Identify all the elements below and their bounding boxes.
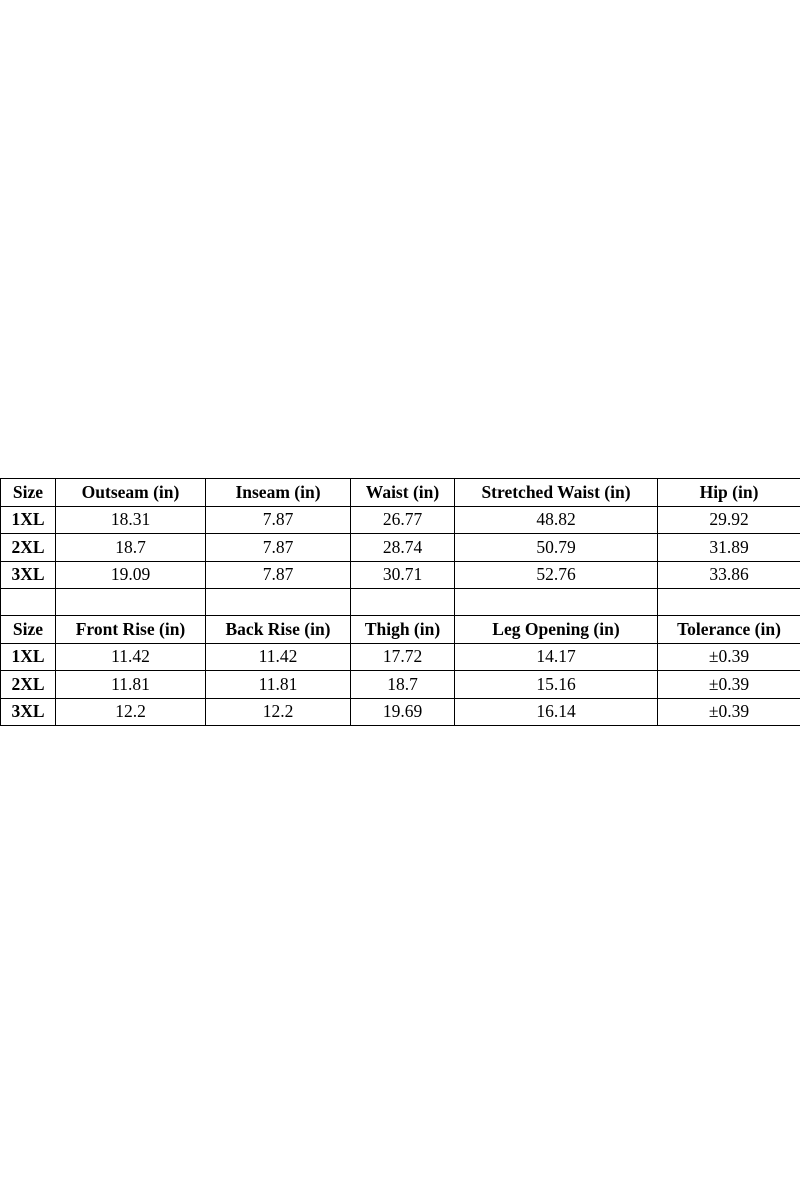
table-cell: 33.86 xyxy=(658,561,800,589)
table-row xyxy=(1,698,800,726)
table-cell: 16.14 xyxy=(455,698,658,726)
size-cell: 1XL xyxy=(1,506,56,534)
table-row xyxy=(1,643,800,671)
table-cell: 7.87 xyxy=(206,506,351,534)
empty-cell xyxy=(206,589,351,616)
size-cell: 3XL xyxy=(1,698,56,726)
table-cell: 31.89 xyxy=(658,534,800,562)
table-cell: 11.42 xyxy=(206,643,351,671)
column-header: Outseam (in) xyxy=(56,479,206,507)
table-cell: 29.92 xyxy=(658,506,800,534)
table-cell: 18.31 xyxy=(56,506,206,534)
table-cell: 50.79 xyxy=(455,534,658,562)
empty-cell xyxy=(351,589,455,616)
empty-cell xyxy=(56,589,206,616)
column-header: Stretched Waist (in) xyxy=(455,479,658,507)
column-header: Leg Opening (in) xyxy=(455,616,658,644)
column-header: Back Rise (in) xyxy=(206,616,351,644)
table-cell: 7.87 xyxy=(206,561,351,589)
table-cell: 19.69 xyxy=(351,698,455,726)
size-cell: 3XL xyxy=(1,561,56,589)
header-row xyxy=(1,616,800,644)
table-cell: 14.17 xyxy=(455,643,658,671)
table-cell: 26.77 xyxy=(351,506,455,534)
column-header: Inseam (in) xyxy=(206,479,351,507)
table-cell: 28.74 xyxy=(351,534,455,562)
table-cell: 15.16 xyxy=(455,671,658,699)
column-header: Thigh (in) xyxy=(351,616,455,644)
header-row xyxy=(1,479,800,507)
table-cell: 30.71 xyxy=(351,561,455,589)
table-cell: 48.82 xyxy=(455,506,658,534)
empty-cell xyxy=(1,589,56,616)
table-cell: 11.42 xyxy=(56,643,206,671)
size-cell: 1XL xyxy=(1,643,56,671)
table-row xyxy=(1,534,800,562)
column-header: Hip (in) xyxy=(658,479,800,507)
table-cell: 7.87 xyxy=(206,534,351,562)
table-cell: 17.72 xyxy=(351,643,455,671)
column-header: Size xyxy=(1,479,56,507)
size-cell: 2XL xyxy=(1,671,56,699)
column-header: Waist (in) xyxy=(351,479,455,507)
table-row xyxy=(1,671,800,699)
table-cell: 52.76 xyxy=(455,561,658,589)
spacer-row xyxy=(1,589,800,616)
table-cell: 18.7 xyxy=(351,671,455,699)
empty-cell xyxy=(455,589,658,616)
table-row xyxy=(1,506,800,534)
table-cell: 19.09 xyxy=(56,561,206,589)
size-chart-table xyxy=(0,478,800,726)
empty-cell xyxy=(658,589,800,616)
table-cell: ±0.39 xyxy=(658,698,800,726)
table-cell: 18.7 xyxy=(56,534,206,562)
table-cell: ±0.39 xyxy=(658,671,800,699)
table-cell: 11.81 xyxy=(56,671,206,699)
table-cell: 12.2 xyxy=(206,698,351,726)
table-cell: 12.2 xyxy=(56,698,206,726)
column-header: Front Rise (in) xyxy=(56,616,206,644)
table-row xyxy=(1,561,800,589)
table-cell: 11.81 xyxy=(206,671,351,699)
size-cell: 2XL xyxy=(1,534,56,562)
column-header: Size xyxy=(1,616,56,644)
table-cell: ±0.39 xyxy=(658,643,800,671)
column-header: Tolerance (in) xyxy=(658,616,800,644)
